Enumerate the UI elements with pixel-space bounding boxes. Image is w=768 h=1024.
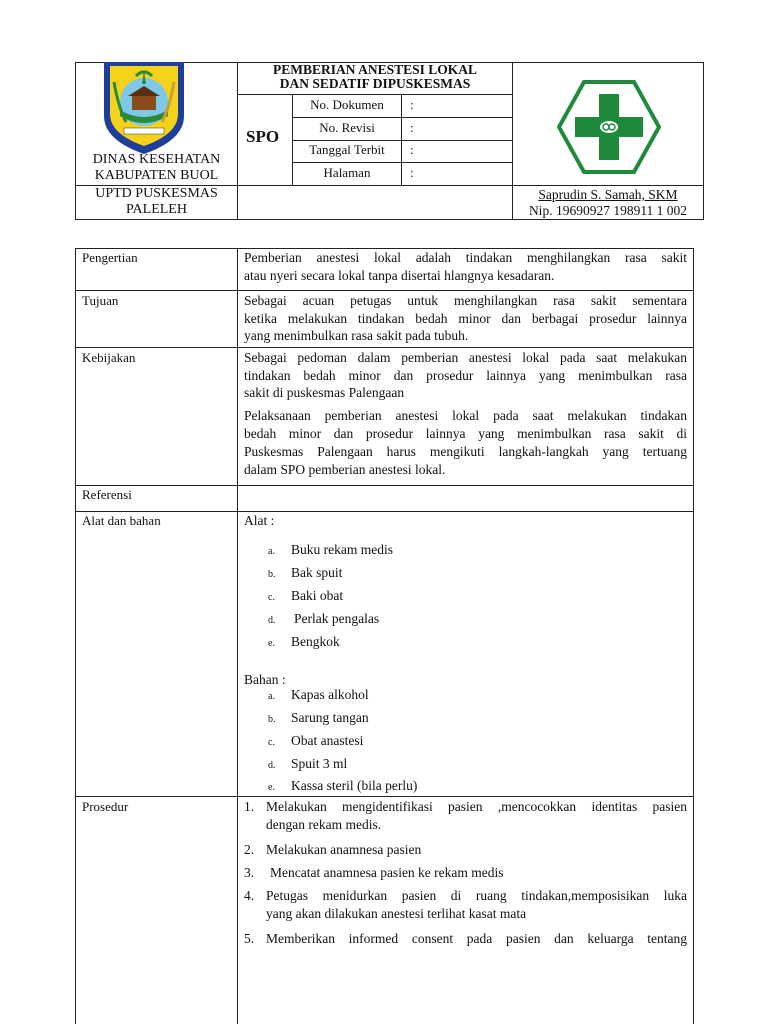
field-label-tanggal-terbit: Tanggal Terbit: [309, 142, 385, 157]
list-item: Buku rekam medis: [291, 542, 393, 557]
step-line: Petugas menidurkan pasien di ruang tindakan,memposisikan luka: [266, 888, 687, 903]
text-line: Sebagai pedoman dalam pemberian anestesi lokal pada saat melakukan: [244, 350, 687, 365]
list-marker: d.: [268, 760, 276, 771]
field-value-halaman: :: [410, 165, 414, 180]
text-line: Sebagai acuan petugas untuk menghilangkan rasa sakit sementara: [244, 293, 687, 308]
list-marker: a.: [268, 691, 275, 702]
unit-line-1: UPTD PUSKESMAS: [95, 186, 218, 201]
list-item: Kapas alkohol: [291, 687, 369, 702]
step-line: Memberikan informed consent pada pasien dan keluarga tentang: [266, 931, 687, 946]
list-item: Baki obat: [291, 588, 344, 603]
unit-name: [76, 186, 237, 218]
list-item: Obat anastesi: [291, 733, 364, 748]
step-line: yang akan dilakukan anestesi terlihat kasat mata: [266, 906, 527, 921]
step-line: Melakukan mengidentifikasi pasien ,mencocokkan identitas pasien: [266, 799, 687, 814]
text-line: Pelaksanaan pemberian anestesi lokal pada saat melakukan tindakan: [244, 408, 687, 423]
row-label-kebijakan: Kebijakan: [82, 350, 136, 365]
step-number: 2.: [244, 842, 255, 857]
signer-name: Saprudin S. Samah, SKM: [538, 187, 678, 202]
step-line: Mencatat anamnesa pasien ke rekam medis: [270, 865, 504, 880]
list-marker: d.: [268, 615, 276, 626]
list-marker: e.: [268, 638, 275, 649]
step-number: 4.: [244, 888, 255, 903]
field-label-halaman: Halaman: [323, 165, 371, 180]
text-line: atau nyeri secara lokal tanpa disertai hlangnya kesadaran.: [244, 268, 555, 283]
text-line: yang menimbulkan rasa sakit pada tubuh.: [244, 328, 469, 343]
list-item: Perlak pengalas: [294, 611, 380, 626]
signer-nip: Nip. 19690927 198911 1 002: [528, 203, 688, 218]
text-line: tindakan bedah minor dan prosedur lainnya yang menimbulkan rasa: [244, 368, 687, 383]
list-marker: e.: [268, 782, 275, 793]
step-line: dengan rekam medis.: [266, 817, 382, 832]
text-line: dalam SPO pemberian anestesi lokal.: [244, 462, 446, 477]
list-item: Kassa steril (bila perlu): [291, 778, 418, 793]
text-line: sakit di puskesmas Palengaan: [244, 385, 405, 400]
text-line: ketika melakukan tindakan bedah minor dan berbagai prosedur lainnya: [244, 311, 687, 326]
text-line: Pemberian anestesi lokal adalah tindakan menghilangkan rasa sakit: [244, 250, 687, 265]
text-line: bedah minor dan prosedur lainnya yang menimbulkan rasa sakit di: [244, 426, 687, 441]
row-label-tujuan: Tujuan: [82, 293, 119, 308]
spo-label: SPO: [246, 127, 280, 146]
row-label-pengertian: Pengertian: [82, 250, 138, 265]
step-number: 3.: [244, 865, 255, 880]
bahan-heading: Bahan :: [244, 672, 286, 687]
list-marker: a.: [268, 546, 275, 557]
step-number: 1.: [244, 799, 255, 814]
field-value-no-dokumen: :: [410, 97, 414, 112]
regency-emblem: [100, 62, 188, 154]
field-value-no-revisi: :: [410, 120, 414, 135]
org-line-2: KABUPATEN BUOL: [94, 168, 219, 183]
list-item: Bengkok: [291, 634, 340, 649]
org-name: [76, 152, 237, 184]
field-value-tanggal-terbit: :: [410, 142, 414, 157]
list-marker: c.: [268, 592, 275, 603]
unit-line-2: PALELEH: [126, 202, 187, 217]
list-marker: b.: [268, 714, 276, 725]
list-marker: b.: [268, 569, 276, 580]
field-label-no-dokumen: No. Dokumen: [310, 97, 384, 112]
list-item: Sarung tangan: [291, 710, 369, 725]
title-line-1: PEMBERIAN ANESTESI LOKAL: [272, 62, 478, 77]
list-item: Spuit 3 ml: [291, 756, 348, 771]
row-label-prosedur: Prosedur: [82, 799, 129, 814]
list-item: Bak spuit: [291, 565, 343, 580]
alat-heading: Alat :: [244, 513, 275, 528]
puskesmas-logo: [557, 80, 661, 174]
step-line: Melakukan anamnesa pasien: [266, 842, 422, 857]
row-label-referensi: Referensi: [82, 487, 132, 502]
document-title: [238, 63, 512, 91]
title-line-2: DAN SEDATIF DIPUSKESMAS: [279, 76, 471, 91]
field-label-no-revisi: No. Revisi: [319, 120, 375, 135]
text-line: Puskesmas Palengaan harus mengikuti langkah-langkah yang tertuang: [244, 444, 687, 459]
org-line-1: DINAS KESEHATAN: [92, 152, 221, 167]
list-marker: c.: [268, 737, 275, 748]
row-label-alat-bahan: Alat dan bahan: [82, 513, 161, 528]
step-number: 5.: [244, 931, 255, 946]
